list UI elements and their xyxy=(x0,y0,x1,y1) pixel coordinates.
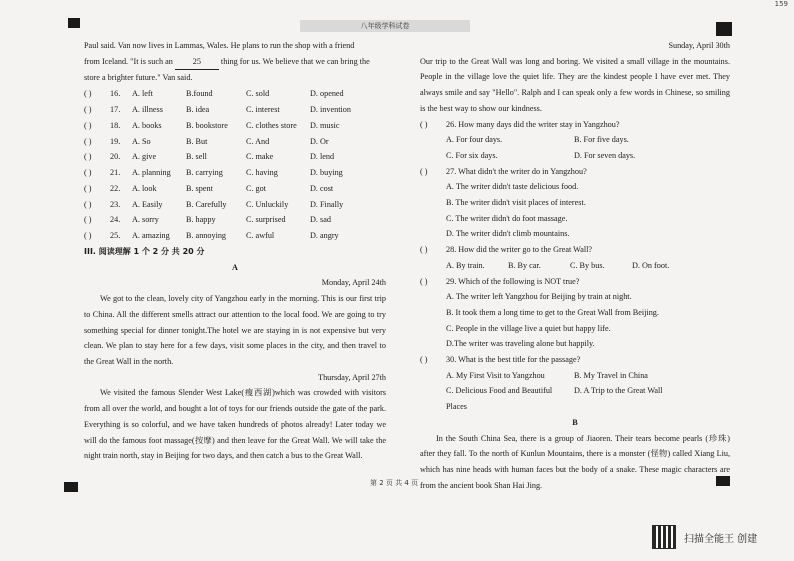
options-row xyxy=(420,305,730,321)
blank-25: 25 xyxy=(175,54,219,71)
corner-mark-bottom-left xyxy=(64,482,78,492)
option-d: D. buying xyxy=(310,168,343,178)
answer-option: A. My First Visit to Yangzhou xyxy=(446,370,545,380)
page-header: 八年级学科试卷 xyxy=(300,20,470,32)
question-number: 25. xyxy=(110,231,121,241)
question-stem xyxy=(420,352,730,368)
option-a: A. sorry xyxy=(132,215,159,225)
question-stem xyxy=(420,242,730,258)
corner-mark-top-left xyxy=(68,18,80,28)
choice-row xyxy=(84,118,386,134)
answer-paren: ( ) xyxy=(420,355,428,365)
option-a: A. planning xyxy=(132,168,171,178)
question-number: 21. xyxy=(110,168,121,178)
intro-line-2 xyxy=(84,54,386,71)
choice-row xyxy=(84,212,386,228)
options-row xyxy=(420,132,730,148)
date-thursday: Thursday, April 27th xyxy=(318,372,386,382)
scanner-label: 扫描全能王 创建 xyxy=(684,533,758,545)
option-a: A. Easily xyxy=(132,199,163,209)
corner-mark-top-right xyxy=(716,22,732,36)
option-a: A. books xyxy=(132,120,162,130)
answer-option: A. For four days. xyxy=(446,135,503,145)
date-sunday: Sunday, April 30th xyxy=(668,41,730,50)
question-number: 20. xyxy=(110,152,121,162)
options-row xyxy=(420,289,730,305)
option-c: C. having xyxy=(246,168,278,178)
options-row xyxy=(420,321,730,337)
scanner-watermark xyxy=(652,525,757,549)
answer-paren: ( ) xyxy=(420,119,428,129)
answer-option: C. By bus. xyxy=(570,260,605,270)
answer-option: D. On foot. xyxy=(632,260,670,270)
options-row xyxy=(420,258,730,274)
answer-paren: ( ) xyxy=(84,215,92,225)
option-d: D. opened xyxy=(310,89,344,99)
option-b: B. carrying xyxy=(186,168,223,178)
paragraph-b: In the South China Sea, there is a group of Jiaoren. Their tears become pearls (珍珠) after they fall. To the north of Kunlun Mountains, there is a monster (怪物) called Xiang Liu, which has nine heads with human faces but the body of a snake. These magic characters are from the ancient book Shan Hai Jing. xyxy=(420,433,730,490)
answer-option: B. The writer didn't visit places of interest. xyxy=(446,198,586,208)
question-text: 29. Which of the following is NOT true? xyxy=(446,276,580,286)
option-a: A. give xyxy=(132,152,157,162)
question-stem xyxy=(420,164,730,180)
choice-row xyxy=(84,181,386,197)
right-column xyxy=(420,38,730,493)
blank-suffix: thing for us. We believe that we can bring the xyxy=(220,56,370,66)
option-b: B. But xyxy=(186,136,208,146)
date-monday: Monday, April 24th xyxy=(321,278,386,288)
page-footer: 第 2 页 共 4 页 xyxy=(370,479,419,487)
answer-option: D. The writer didn't climb mountains. xyxy=(446,229,570,239)
answer-option: B. My Travel in China xyxy=(574,370,648,380)
question-number: 23. xyxy=(110,199,121,209)
option-d: D. invention xyxy=(310,104,351,114)
left-column xyxy=(84,38,386,464)
choice-row xyxy=(84,102,386,118)
option-c: C. surprised xyxy=(246,215,286,225)
option-d: D. Or xyxy=(310,136,329,146)
answer-paren: ( ) xyxy=(84,152,92,162)
passage-b-label: B xyxy=(572,417,578,427)
qr-code-icon xyxy=(652,525,676,549)
answer-paren: ( ) xyxy=(420,245,428,255)
paragraph-sunday: Our trip to the Great Wall was long and boring. We visited a small village in the mountains. People in the village love the quiet life. They are the kindest people I have ever met. They always smile and say "Hello". Ralph and I can speak only a few words in Chinese, so smiling is the best way to show our kindness. xyxy=(420,56,730,113)
question-number: 19. xyxy=(110,136,121,146)
answer-option: B. For five days. xyxy=(574,135,629,145)
options-row xyxy=(420,195,730,211)
option-b: B.found xyxy=(186,89,213,99)
answer-option: A. The writer didn't taste delicious food. xyxy=(446,182,579,192)
option-c: C. And xyxy=(246,136,270,146)
answer-paren: ( ) xyxy=(84,104,92,114)
paragraph-thursday: We visited the famous Slender West Lake(瘦西湖)which was crowded with visitors from all over the world, and bought a lot of toys for our friends outside the gate of the park. Everything is so colorful, and we have taken hundreds of photos already! Later today we will do the famous foot massage(按摩) and then leave for the Great Wall. We will take the night train north, stay in Beijing for two days, and then catch a bus to the Great Wall. xyxy=(84,388,386,461)
option-d: D. Finally xyxy=(310,199,344,209)
option-d: D. sad xyxy=(310,215,331,225)
answer-option: D. A Trip to the Great Wall xyxy=(574,386,663,396)
answer-option: D. For seven days. xyxy=(574,150,636,160)
question-stem xyxy=(420,117,730,133)
question-number: 22. xyxy=(110,183,121,193)
answer-paren: ( ) xyxy=(84,231,92,241)
cloze-choices xyxy=(84,86,386,244)
choice-row xyxy=(84,197,386,213)
option-b: B. Carefully xyxy=(186,199,227,209)
passage-a-label: A xyxy=(232,262,238,272)
question-text: 27. What didn't the writer do in Yangzhou? xyxy=(446,166,587,176)
section-title: III. 阅读理解 1 个 2 分 共 20 分 xyxy=(84,247,205,257)
option-c: C. sold xyxy=(246,89,270,99)
question-stem xyxy=(420,274,730,290)
option-b: B. annoying xyxy=(186,231,227,241)
blank-prefix: from Iceland. "It is such an xyxy=(84,56,173,66)
option-b: B. bookstore xyxy=(186,120,228,130)
answer-option: D.The writer was traveling alone but happily. xyxy=(446,339,595,349)
choice-row xyxy=(84,149,386,165)
question-number: 17. xyxy=(110,104,121,114)
option-a: A. So xyxy=(132,136,151,146)
option-a: A. left xyxy=(132,89,153,99)
answer-option: A. The writer left Yangzhou for Beijing by train at night. xyxy=(446,292,632,302)
answer-paren: ( ) xyxy=(84,183,92,193)
intro-line-3: store a brighter future." Van said. xyxy=(84,73,193,83)
question-text: 26. How many days did the writer stay in Yangzhou? xyxy=(446,119,620,129)
answer-paren: ( ) xyxy=(420,276,428,286)
option-c: C. awful xyxy=(246,231,275,241)
choice-row xyxy=(84,134,386,150)
answer-paren: ( ) xyxy=(84,120,92,130)
option-d: D. music xyxy=(310,120,340,130)
option-c: C. interest xyxy=(246,104,280,114)
answer-option: C. Delicious Food and Beautiful Places xyxy=(446,386,553,412)
answer-option: C. The writer didn't do foot massage. xyxy=(446,213,568,223)
reading-questions xyxy=(420,117,730,415)
answer-paren: ( ) xyxy=(420,166,428,176)
options-row xyxy=(420,148,730,164)
option-c: C. make xyxy=(246,152,274,162)
option-b: B. happy xyxy=(186,215,216,225)
question-number: 24. xyxy=(110,215,121,225)
options-row xyxy=(420,211,730,227)
options-row xyxy=(420,336,730,352)
option-c: C. clothes store xyxy=(246,120,297,130)
option-b: B. spent xyxy=(186,183,213,193)
choice-row xyxy=(84,86,386,102)
option-a: A. amazing xyxy=(132,231,170,241)
option-b: B. idea xyxy=(186,104,210,114)
options-row xyxy=(420,226,730,242)
option-b: B. sell xyxy=(186,152,207,162)
options-row xyxy=(420,368,730,384)
option-c: C. Unluckily xyxy=(246,199,289,209)
answer-option: B. By car. xyxy=(508,260,541,270)
choice-row xyxy=(84,228,386,244)
answer-paren: ( ) xyxy=(84,199,92,209)
paragraph-monday: We got to the clean, lovely city of Yangzhou early in the morning. This is our first trip to China. All the different smells attract our attention to the local food. We are going to try something special for dinner tonight.The hotel we are staying in is not expensive but very clean. We plan to stay here for a few days, visit some places in the city, and then travel to the Great Wall in the north. xyxy=(84,294,386,366)
corner-number: 159 xyxy=(774,0,788,8)
answer-paren: ( ) xyxy=(84,89,92,99)
intro-line-1: Paul said. Van now lives in Lammas, Wales. He plans to run the shop with a friend xyxy=(84,41,355,50)
answer-option: B. It took them a long time to get to the Great Wall from Beijing. xyxy=(446,307,659,317)
options-row xyxy=(420,383,730,414)
option-a: A. illness xyxy=(132,104,163,114)
question-number: 16. xyxy=(110,89,121,99)
answer-option: C. People in the village live a quiet but happy life. xyxy=(446,323,611,333)
question-number: 18. xyxy=(110,120,121,130)
options-row xyxy=(420,179,730,195)
answer-paren: ( ) xyxy=(84,136,92,146)
question-text: 30. What is the best title for the passage? xyxy=(446,355,581,365)
choice-row xyxy=(84,165,386,181)
option-a: A. look xyxy=(132,183,157,193)
answer-paren: ( ) xyxy=(84,168,92,178)
question-text: 28. How did the writer go to the Great Wall? xyxy=(446,245,593,255)
answer-option: C. For six days. xyxy=(446,150,498,160)
option-d: D. lend xyxy=(310,152,335,162)
option-d: D. angry xyxy=(310,231,339,241)
option-c: C. got xyxy=(246,183,267,193)
answer-option: A. By train. xyxy=(446,260,485,270)
option-d: D. cost xyxy=(310,183,334,193)
